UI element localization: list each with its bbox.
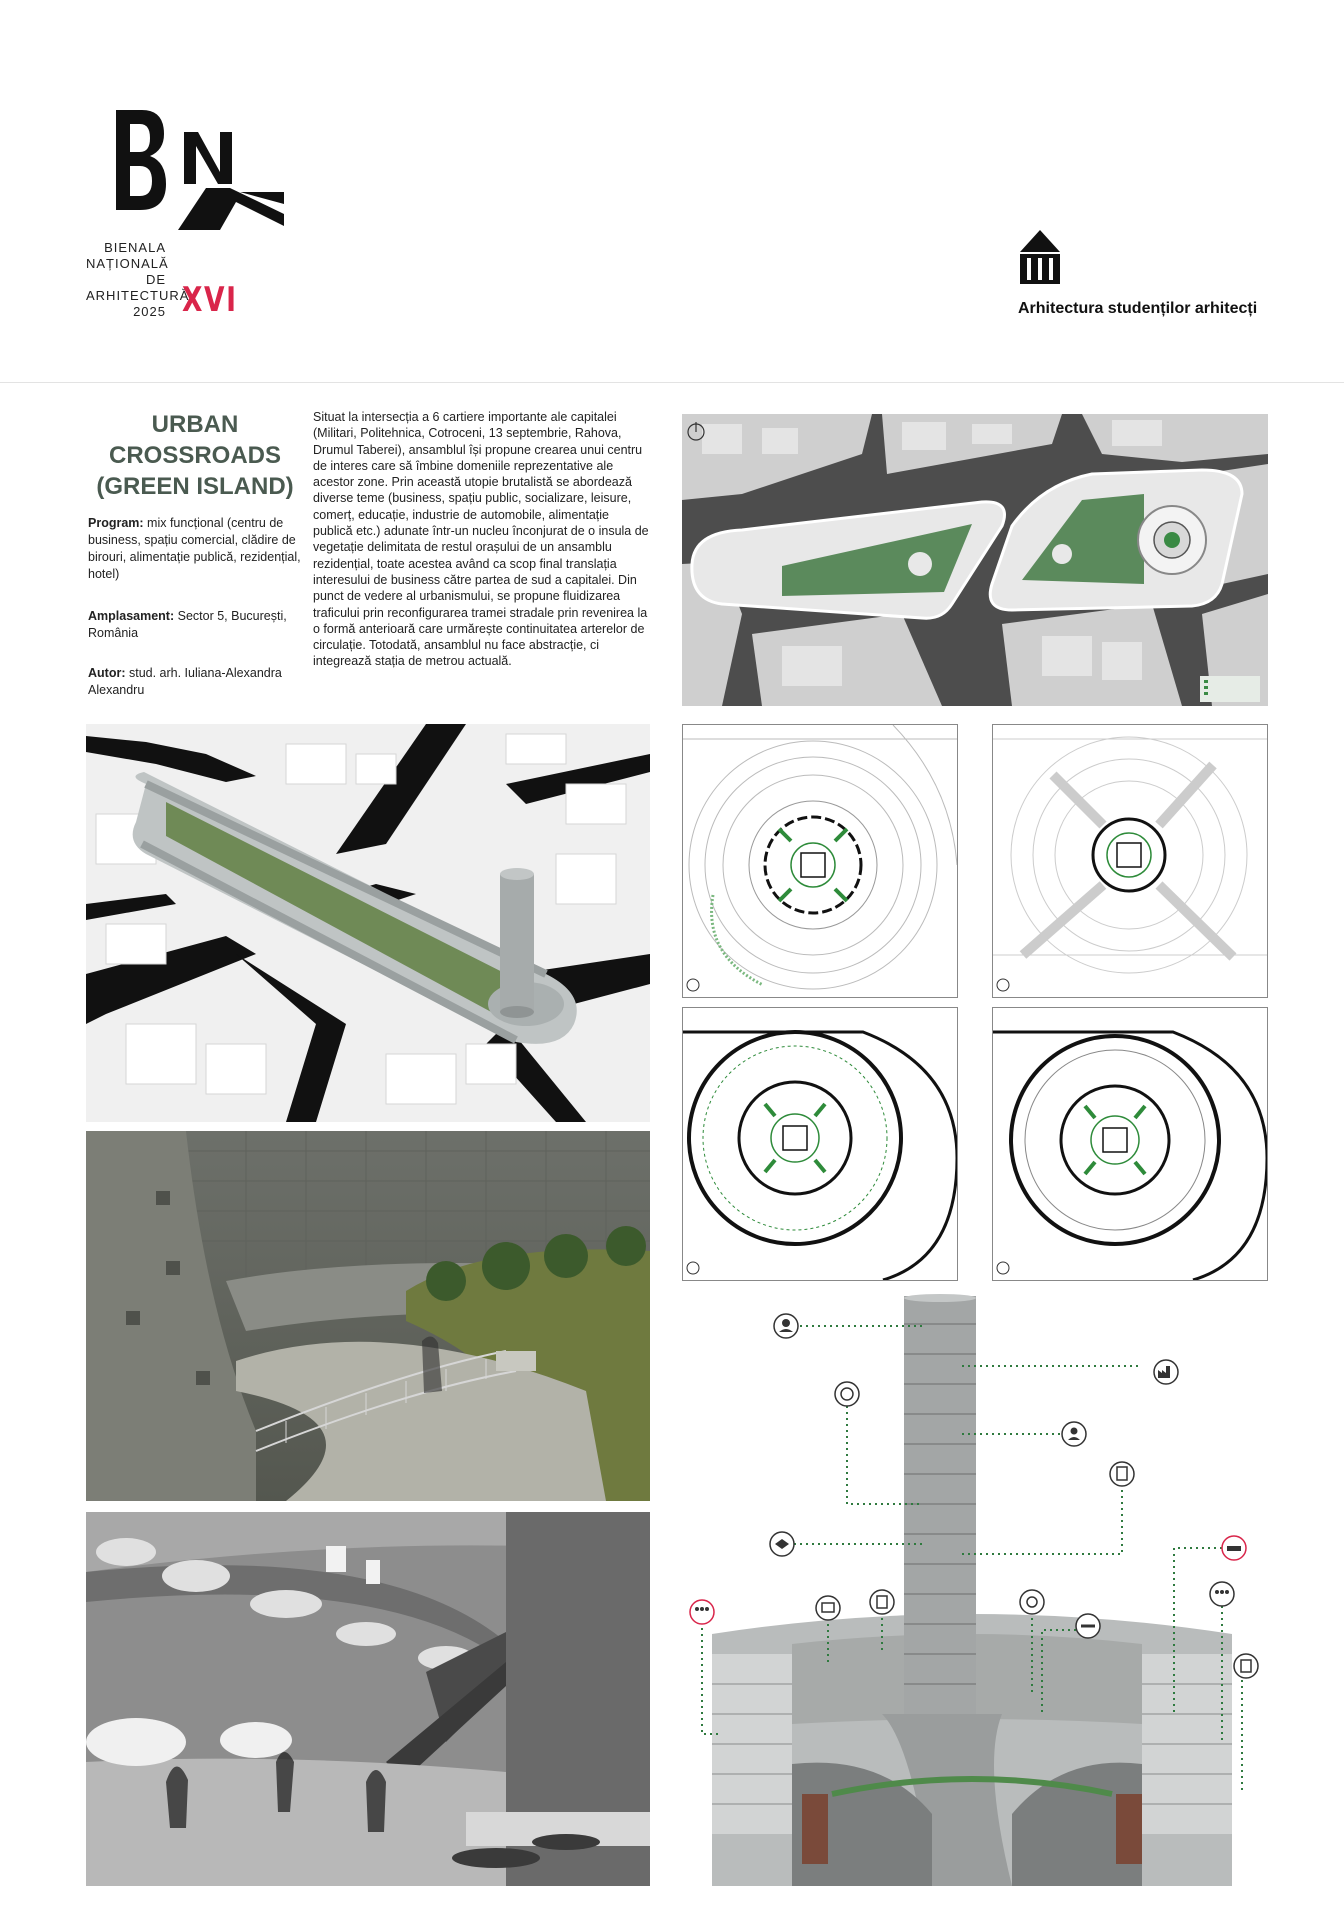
logo-text <box>86 240 190 320</box>
education-icon <box>816 1596 840 1620</box>
logo-line: DE <box>145 272 166 287</box>
community-icon <box>774 1314 798 1338</box>
section-diagram <box>682 1294 1268 1886</box>
logo-line: 2025 <box>133 304 166 319</box>
logo-letter-b <box>112 108 168 212</box>
program-label: Program: <box>88 516 144 530</box>
program-text: mix funcțional (centru de business, spațiu comercial, clădire de birouri, alimentație publică, rezidențial, hotel) <box>88 516 301 581</box>
pencil-icon <box>1018 228 1062 286</box>
restaurant-icon <box>1210 1582 1234 1606</box>
author-info <box>88 665 302 699</box>
project-description: Situat la intersecția a 6 cartiere importante ale capitalei (Militari, Politehnica, Cotroceni, 13 septembrie, Rahova, Drumul Taberei), ansamblul își propune crearea unui centru de interes care să îmbine domeniile reprezentative ale acestor zone. Prin această utopie brutalistă se abordează diverse teme (business, spațiu public, socializare, leisure, comerț, educație, industrie de automobile, alimentație publică etc.) adunate într-un nucleu înconjurat de o insula de vegetație delimitata de restul orașului de un ansamblu rezidențial, toate acestea având ca scop final translația interesului de business către partea de sud a capitalei. Din punct de vedere al urbanismului, se propune fluidizarea traficului prin reconfigurarea tramei stradale prin revenirea la o formă anterioară care urmărește continuitatea arterelor de circulație. Totodată, ansamblul nu face abstracție, ci integrează stația de metrou actuală. <box>313 410 649 669</box>
title-line: CROSSROADS <box>108 442 282 469</box>
section-title: Arhitectura studenților arhitecți <box>1018 300 1258 317</box>
showroom-render <box>86 1512 650 1886</box>
handshake-icon <box>1076 1614 1100 1638</box>
factory-icon <box>1154 1360 1178 1384</box>
courtyard-render <box>86 1131 650 1501</box>
shop-icon <box>1020 1590 1044 1614</box>
title-line: URBAN <box>151 411 239 438</box>
site-info <box>88 608 302 642</box>
logo-line: NAȚIONALĂ <box>86 256 169 271</box>
people-group-icon <box>690 1600 714 1624</box>
site-label: Amplasament: <box>88 609 175 623</box>
floor-plan-ground <box>682 724 958 998</box>
header-divider <box>0 382 1344 383</box>
author-text: stud. arh. Iuliana-Alexandra Alexandru <box>88 666 282 697</box>
floor-plan-level-2 <box>992 1007 1268 1281</box>
logo-line: ARHITECTURĂ <box>86 288 190 303</box>
money-icon <box>835 1382 859 1406</box>
site-plan <box>682 414 1268 706</box>
aerial-render <box>86 724 650 1122</box>
document-icon <box>1110 1462 1134 1486</box>
edition-number: XVI <box>182 280 238 320</box>
floor-plan-plaza <box>992 724 1268 998</box>
car-icon <box>1222 1536 1246 1560</box>
floor-plan-level-1 <box>682 1007 958 1281</box>
program-info <box>88 515 302 583</box>
project-title <box>82 409 308 502</box>
author-label: Autor: <box>88 666 126 680</box>
people-icon <box>1062 1422 1086 1446</box>
logo-letters-na <box>176 132 288 240</box>
logo-line: BIENALA <box>104 240 166 255</box>
site-text: Sector 5, București, România <box>88 609 287 640</box>
office-icon <box>870 1590 894 1614</box>
hotel-icon <box>1234 1654 1258 1678</box>
title-line: (GREEN ISLAND) <box>96 473 294 500</box>
education-icon <box>770 1532 794 1556</box>
